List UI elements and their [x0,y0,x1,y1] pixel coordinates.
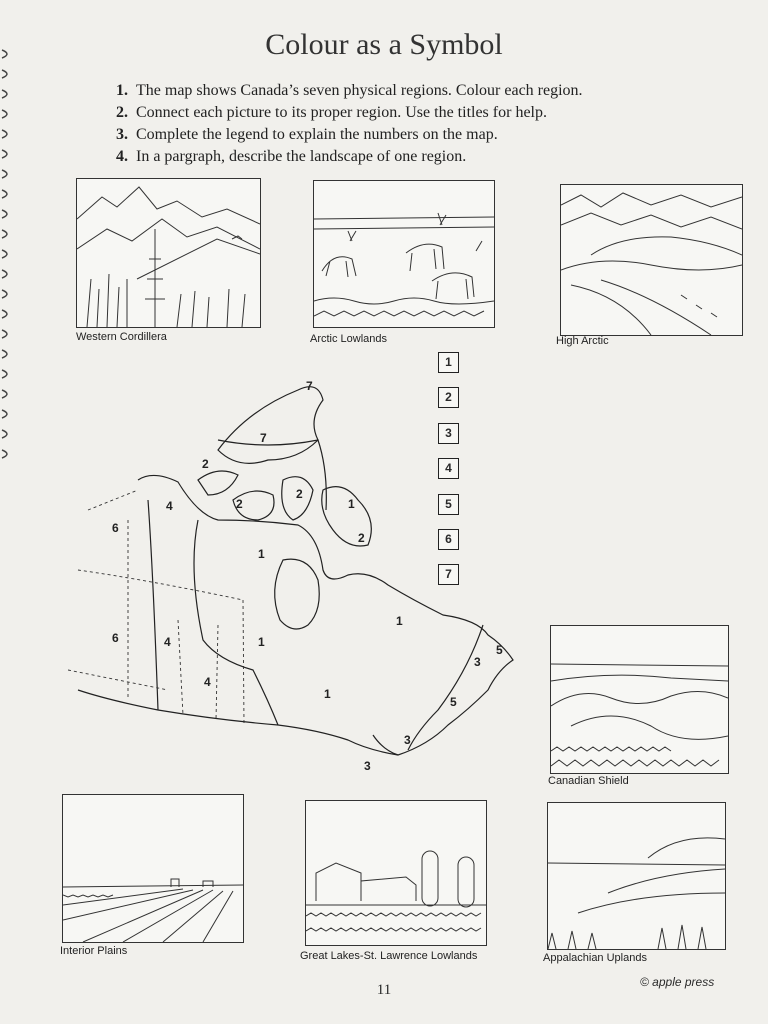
caption-interior-plains: Interior Plains [60,945,128,957]
map-label: 2 [296,487,303,501]
caption-canadian-shield: Canadian Shield [548,775,629,787]
legend-box-7[interactable]: 7 [438,564,459,585]
map-label: 7 [260,431,267,445]
picture-canadian-shield[interactable] [550,625,729,774]
caption-high-arctic: High Arctic [556,335,609,347]
picture-interior-plains[interactable] [62,794,244,943]
map-label: 3 [404,733,411,747]
picture-arctic-lowlands[interactable] [313,180,495,328]
map-label: 2 [236,497,243,511]
canada-regions-map[interactable] [68,370,538,790]
map-label: 4 [164,635,171,649]
map-label: 6 [112,521,119,535]
picture-appalachian[interactable] [547,802,726,950]
instructions-list [116,80,676,168]
instruction-item: 4. In a pargraph, describe the landscape of one region. [116,148,467,165]
map-label: 3 [364,759,371,773]
caption-arctic-lowlands: Arctic Lowlands [310,333,388,345]
caption-appalachian: Appalachian Uplands [543,952,647,964]
caption-great-lakes: Great Lakes-St. Lawrence Lowlands [300,950,478,962]
map-label: 1 [258,547,265,561]
instruction-item: 3. Complete the legend to explain the numbers on the map. [116,126,498,143]
map-label: 1 [258,635,265,649]
caption-western-cordillera: Western Cordillera [76,331,167,343]
page-title: Colour as a Symbol [265,28,503,61]
instruction-item: 2. Connect each picture to its proper region. Use the titles for help. [116,104,547,121]
legend-box-4[interactable]: 4 [438,458,459,479]
picture-great-lakes[interactable] [305,800,487,946]
legend-box-6[interactable]: 6 [438,529,459,550]
instruction-item: 1. The map shows Canada’s seven physical regions. Colour each region. [116,82,583,99]
map-label: 5 [450,695,457,709]
map-label: 1 [324,687,331,701]
map-label: 7 [306,379,313,393]
map-label: 6 [112,631,119,645]
publisher-mark: © apple press [640,975,715,989]
map-label: 4 [166,499,173,513]
picture-high-arctic[interactable] [560,184,743,336]
map-label: 5 [496,643,503,657]
map-label: 2 [202,457,209,471]
spiral-binding [0,40,14,460]
map-label: 2 [358,531,365,545]
page-number: 11 [376,982,392,998]
map-label: 3 [474,655,481,669]
map-label: 1 [348,497,355,511]
picture-western-cordillera[interactable] [76,178,261,328]
legend-box-2[interactable]: 2 [438,387,459,408]
legend-box-3[interactable]: 3 [438,423,459,444]
legend-box-5[interactable]: 5 [438,494,459,515]
map-label: 1 [396,614,403,628]
map-label: 4 [204,675,211,689]
legend-box-1[interactable]: 1 [438,352,459,373]
